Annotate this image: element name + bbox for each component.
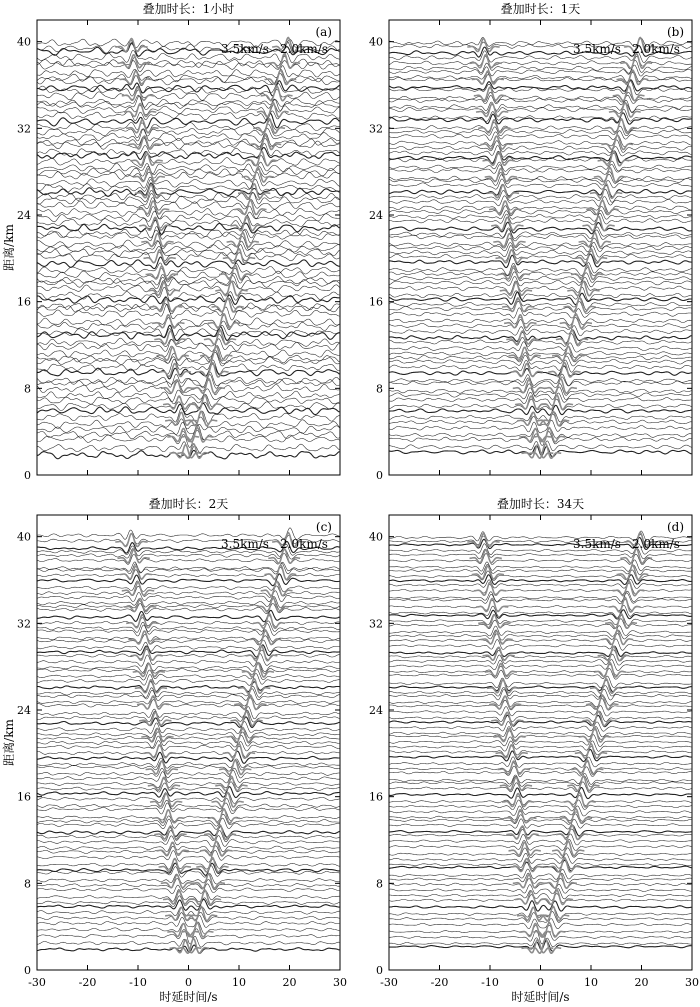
trace-line bbox=[37, 113, 339, 128]
trace-line bbox=[389, 626, 691, 637]
trace-line bbox=[389, 796, 691, 806]
trace-line bbox=[37, 562, 339, 573]
trace-line bbox=[37, 758, 339, 768]
signal-wavelet bbox=[133, 169, 165, 182]
trace-line bbox=[37, 610, 339, 621]
signal-wavelet bbox=[246, 646, 278, 660]
trace-line bbox=[389, 272, 691, 283]
trace-line bbox=[389, 706, 691, 716]
signal-wavelet bbox=[242, 663, 274, 678]
trace-line bbox=[37, 389, 339, 402]
trace-line bbox=[389, 120, 691, 132]
signal-wavelet bbox=[491, 712, 523, 725]
panel-title: 叠加时长：1小时 bbox=[142, 2, 235, 16]
trace-line bbox=[389, 654, 691, 665]
trace-line bbox=[389, 669, 691, 680]
waveform-area bbox=[37, 38, 339, 459]
trace-line bbox=[37, 198, 339, 211]
trace-line bbox=[37, 192, 339, 207]
x-tick-label: -20 bbox=[430, 976, 449, 989]
trace-line bbox=[389, 646, 691, 656]
trace-line bbox=[37, 770, 339, 783]
plot-frame bbox=[37, 20, 340, 475]
velocity-label: 3.5km/s bbox=[221, 42, 269, 56]
trace-line bbox=[37, 818, 339, 829]
y-tick-label: 16 bbox=[17, 790, 31, 804]
signal-wavelet bbox=[122, 87, 154, 100]
trace-line bbox=[389, 689, 691, 700]
trace-line bbox=[37, 350, 339, 364]
trace-line bbox=[389, 326, 691, 336]
trace-line bbox=[389, 342, 691, 352]
trace-line bbox=[37, 166, 339, 176]
trace-line bbox=[389, 377, 691, 388]
trace-line bbox=[37, 417, 339, 429]
trace-line bbox=[389, 564, 691, 574]
signal-wavelet bbox=[227, 728, 259, 743]
trace-line bbox=[389, 715, 691, 727]
y-tick-label: 24 bbox=[369, 704, 383, 717]
x-tick-label: -10 bbox=[481, 976, 499, 989]
x-tick-label: 0 bbox=[185, 976, 192, 989]
x-tick-label: 0 bbox=[537, 976, 544, 989]
x-tick-label: 20 bbox=[282, 976, 297, 989]
signal-wavelet bbox=[265, 565, 297, 580]
y-tick-label: 8 bbox=[24, 877, 31, 891]
trace-line bbox=[389, 570, 691, 581]
trace-line bbox=[37, 746, 339, 758]
trace-line bbox=[389, 95, 691, 105]
trace-line bbox=[389, 250, 691, 262]
trace-line bbox=[37, 179, 339, 192]
trace-line bbox=[37, 211, 339, 224]
trace-line bbox=[37, 779, 339, 788]
y-tick-label: 32 bbox=[369, 122, 383, 136]
y-tick-label: 0 bbox=[376, 469, 383, 482]
trace-line bbox=[389, 766, 691, 777]
trace-line bbox=[37, 220, 339, 234]
signal-wavelet bbox=[579, 233, 611, 247]
panel-d bbox=[369, 496, 699, 1004]
trace-line bbox=[37, 124, 339, 138]
panel-tag: (a) bbox=[315, 25, 332, 39]
trace-line bbox=[37, 803, 339, 814]
trace-line bbox=[37, 689, 339, 701]
velocity-label: 3.5km/s bbox=[573, 537, 621, 551]
trace-line bbox=[389, 901, 691, 911]
trace-line bbox=[389, 869, 691, 879]
velocity-label: 2.0km/s bbox=[280, 42, 328, 56]
trace-line bbox=[389, 650, 691, 661]
y-tick-label: 8 bbox=[376, 382, 383, 396]
signal-wavelet bbox=[613, 86, 645, 100]
trace-line bbox=[389, 206, 691, 216]
waveform-area bbox=[389, 531, 691, 953]
panel-title: 叠加时长：34天 bbox=[496, 497, 585, 511]
trace-line bbox=[37, 827, 339, 838]
signal-wavelet bbox=[605, 119, 637, 133]
trace-line bbox=[389, 227, 691, 239]
signal-wavelet bbox=[159, 859, 191, 872]
trace-line bbox=[389, 610, 691, 619]
x-tick-label: -30 bbox=[380, 976, 398, 989]
signal-wavelet bbox=[509, 347, 541, 360]
signal-wavelet bbox=[601, 630, 633, 645]
y-tick-label: 40 bbox=[369, 530, 383, 544]
trace-line bbox=[389, 292, 691, 305]
y-tick-label: 32 bbox=[369, 617, 383, 631]
trace-line bbox=[389, 254, 691, 268]
signal-wavelet bbox=[189, 890, 221, 905]
trace-line bbox=[37, 372, 339, 387]
signal-wavelet bbox=[500, 777, 532, 790]
x-axis-label: 时延时间/s bbox=[511, 990, 570, 1004]
trace-line bbox=[37, 879, 339, 890]
signal-wavelet bbox=[141, 234, 173, 247]
x-axis-label: 时延时间/s bbox=[159, 990, 218, 1004]
signal-wavelet bbox=[509, 842, 541, 855]
panel-c bbox=[2, 496, 347, 1004]
velocity-label: 2.0km/s bbox=[632, 537, 680, 551]
trace-line bbox=[389, 179, 691, 189]
trace-line bbox=[389, 263, 691, 276]
trace-line bbox=[389, 210, 691, 221]
panel-title: 叠加时长：1天 bbox=[500, 2, 581, 16]
x-tick-label: 30 bbox=[333, 976, 347, 989]
trace-line bbox=[37, 111, 339, 121]
trace-line bbox=[37, 603, 339, 614]
trace-line bbox=[37, 241, 339, 254]
trace-line bbox=[389, 825, 691, 836]
trace-line bbox=[37, 134, 339, 148]
y-tick-label: 24 bbox=[369, 209, 383, 222]
trace-line bbox=[389, 680, 691, 691]
trace-line bbox=[389, 298, 691, 311]
signal-wavelet bbox=[545, 379, 577, 393]
trace-line bbox=[389, 848, 691, 858]
trace-line bbox=[37, 760, 339, 771]
trace-line bbox=[37, 664, 339, 675]
trace-line bbox=[389, 884, 691, 894]
x-tick-label: 30 bbox=[685, 976, 699, 989]
trace-line bbox=[37, 581, 339, 592]
trace-line bbox=[37, 56, 339, 69]
y-tick-label: 0 bbox=[24, 964, 31, 977]
x-tick-label: 20 bbox=[634, 976, 649, 989]
panel-tag: (c) bbox=[315, 520, 332, 534]
panel-tag: (b) bbox=[666, 25, 684, 39]
signal-wavelet bbox=[506, 826, 538, 839]
waveform-area bbox=[389, 37, 691, 458]
signal-wavelet bbox=[474, 87, 506, 100]
trace-line bbox=[389, 696, 691, 707]
y-tick-label: 16 bbox=[17, 295, 31, 309]
trace-line bbox=[37, 170, 339, 181]
trace-line bbox=[37, 810, 339, 822]
trace-line bbox=[37, 884, 339, 894]
signal-wavelet bbox=[467, 39, 499, 52]
signal-wavelet bbox=[120, 71, 152, 84]
trace-line bbox=[37, 315, 339, 327]
trace-line bbox=[389, 230, 691, 242]
signal-wavelet bbox=[491, 217, 523, 230]
trace-line bbox=[389, 174, 691, 185]
signal-wavelet bbox=[504, 315, 536, 328]
signal-wavelet bbox=[163, 891, 195, 904]
trace-line bbox=[389, 593, 691, 604]
y-tick-label: 24 bbox=[17, 704, 31, 717]
trace-line bbox=[389, 806, 691, 816]
panel-title: 叠加时长：2天 bbox=[148, 497, 229, 511]
trace-line bbox=[37, 69, 339, 84]
trace-line bbox=[37, 674, 339, 686]
y-tick-label: 0 bbox=[24, 469, 31, 482]
signal-wavelet bbox=[548, 858, 580, 873]
trace-line bbox=[37, 717, 339, 728]
trace-line bbox=[389, 814, 691, 825]
y-tick-label: 40 bbox=[17, 530, 31, 544]
trace-line bbox=[37, 273, 339, 286]
trace-line bbox=[37, 863, 339, 875]
trace-line bbox=[389, 749, 691, 761]
trace-line bbox=[37, 768, 339, 778]
trace-line bbox=[37, 237, 339, 250]
x-tick-label: -30 bbox=[28, 976, 46, 989]
trace-line bbox=[37, 95, 339, 107]
trace-line bbox=[389, 301, 691, 313]
trace-line bbox=[389, 172, 691, 183]
trace-line bbox=[389, 392, 691, 405]
signal-wavelet bbox=[564, 793, 596, 808]
signal-wavelet bbox=[157, 842, 189, 855]
y-tick-label: 40 bbox=[369, 35, 383, 49]
trace-line bbox=[37, 295, 339, 304]
signal-wavelet bbox=[193, 874, 225, 888]
panel-tag: (d) bbox=[666, 520, 684, 534]
y-tick-label: 32 bbox=[17, 122, 31, 136]
trace-line bbox=[37, 339, 339, 352]
trace-line bbox=[389, 100, 691, 113]
trace-line bbox=[37, 728, 339, 739]
trace-line bbox=[389, 873, 691, 883]
trace-line bbox=[389, 92, 691, 102]
y-axis-label: 距离/km bbox=[2, 224, 16, 271]
panel-a bbox=[2, 1, 340, 482]
y-axis-label: 距离/km bbox=[2, 719, 16, 766]
signal-wavelet bbox=[483, 152, 515, 165]
trace-line bbox=[37, 710, 339, 722]
trace-line bbox=[37, 698, 339, 709]
trace-line bbox=[37, 621, 339, 632]
trace-line bbox=[389, 812, 691, 822]
trace-line bbox=[389, 560, 691, 571]
x-tick-label: 10 bbox=[584, 976, 598, 989]
trace-line bbox=[389, 317, 691, 331]
velocity-label: 2.0km/s bbox=[632, 42, 680, 56]
signal-wavelet bbox=[128, 631, 160, 644]
y-tick-label: 8 bbox=[376, 877, 383, 891]
trace-line bbox=[37, 263, 339, 276]
x-tick-label: -20 bbox=[78, 976, 97, 989]
signal-wavelet bbox=[472, 566, 504, 579]
trace-line bbox=[37, 318, 339, 331]
velocity-label: 2.0km/s bbox=[280, 537, 328, 551]
trace-line bbox=[389, 126, 691, 136]
signal-wavelet bbox=[511, 364, 543, 377]
trace-line bbox=[37, 915, 339, 927]
trace-line bbox=[389, 839, 691, 850]
trace-line bbox=[389, 315, 691, 325]
trace-line bbox=[389, 201, 691, 213]
trace-line bbox=[389, 387, 691, 400]
y-tick-label: 24 bbox=[17, 209, 31, 222]
trace-line bbox=[389, 109, 691, 122]
trace-line bbox=[37, 735, 339, 747]
x-tick-label: 10 bbox=[232, 976, 246, 989]
trace-line bbox=[37, 215, 339, 228]
panel-b bbox=[369, 1, 692, 482]
trace-line bbox=[389, 213, 691, 225]
signal-wavelet bbox=[126, 120, 158, 133]
signal-wavelet bbox=[193, 379, 225, 393]
y-tick-label: 8 bbox=[24, 382, 31, 396]
trace-line bbox=[37, 681, 339, 691]
y-tick-label: 32 bbox=[17, 617, 31, 631]
y-tick-label: 16 bbox=[369, 790, 383, 804]
velocity-label: 3.5km/s bbox=[221, 537, 269, 551]
signal-wavelet bbox=[223, 744, 255, 758]
trace-line bbox=[37, 624, 339, 637]
y-tick-label: 16 bbox=[369, 295, 383, 309]
trace-line bbox=[37, 599, 339, 611]
trace-line bbox=[389, 730, 691, 740]
waveform-area bbox=[37, 528, 339, 953]
trace-line bbox=[389, 374, 691, 385]
trace-line bbox=[389, 384, 691, 396]
signal-wavelet bbox=[118, 550, 150, 563]
velocity-label: 3.5km/s bbox=[573, 42, 621, 56]
trace-line bbox=[389, 222, 691, 234]
y-tick-label: 0 bbox=[376, 964, 383, 977]
trace-line bbox=[389, 355, 691, 366]
trace-line bbox=[37, 148, 339, 160]
signal-wavelet bbox=[552, 841, 584, 855]
trace-line bbox=[389, 619, 691, 629]
y-tick-label: 40 bbox=[17, 35, 31, 49]
trace-line bbox=[37, 859, 339, 869]
signal-wavelet bbox=[204, 330, 236, 345]
signal-wavelet bbox=[120, 566, 152, 579]
trace-line bbox=[389, 699, 691, 711]
trace-line bbox=[389, 65, 691, 76]
trace-line bbox=[389, 600, 691, 611]
trace-line bbox=[389, 71, 691, 82]
x-tick-label: -10 bbox=[129, 976, 147, 989]
signal-wavelet bbox=[137, 696, 169, 709]
trace-line bbox=[37, 798, 339, 811]
trace-line bbox=[389, 634, 691, 645]
